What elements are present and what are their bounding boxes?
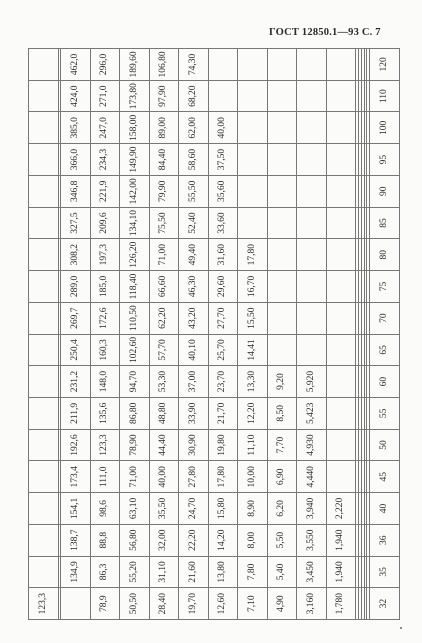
table-cell: 5,920 (297, 366, 327, 398)
row-key-cell: 45 (370, 461, 400, 493)
table-cell: 97,90 (149, 80, 179, 112)
table-cell: 134,9 (61, 556, 91, 588)
table-cell: 86,80 (120, 397, 150, 429)
table-cell: 50,50 (120, 588, 150, 620)
table-cell: 148,0 (90, 366, 120, 398)
row-key-cell: 85 (370, 207, 400, 239)
table-cell: 55,20 (120, 556, 150, 588)
table-cell: 250,4 (61, 334, 91, 366)
table-cell: 271,0 (90, 80, 120, 112)
table-row (90, 49, 120, 620)
table-row (208, 49, 238, 620)
table-cell (267, 271, 297, 303)
table-row (297, 49, 327, 620)
table-cell (326, 112, 356, 144)
data-table (28, 48, 400, 620)
table-cell: 118,40 (120, 271, 150, 303)
table-cell: 11,10 (238, 429, 268, 461)
table-cell (326, 397, 356, 429)
row-key-cell: 50 (370, 429, 400, 461)
table-cell (238, 144, 268, 176)
table-cell: 63,10 (120, 493, 150, 525)
table-cell: 160,3 (90, 334, 120, 366)
table-cell: 28,40 (149, 588, 179, 620)
row-key-cell: 100 (370, 112, 400, 144)
row-key-cell: 32 (370, 588, 400, 620)
table-cell: 78,9 (90, 588, 120, 620)
table-cell (29, 334, 59, 366)
table-cell (238, 80, 268, 112)
table-cell: 385,0 (61, 112, 91, 144)
table-cell: 173,80 (120, 80, 150, 112)
table-cell (29, 239, 59, 271)
table-cell: 33,60 (208, 207, 238, 239)
table-cell (326, 302, 356, 334)
table-cell: 8,50 (267, 397, 297, 429)
table-cell (326, 461, 356, 493)
table-cell (29, 144, 59, 176)
table-cell (326, 271, 356, 303)
row-key-cell: 75 (370, 271, 400, 303)
table-cell (297, 207, 327, 239)
table-cell: 231,2 (61, 366, 91, 398)
row-key-cell: 120 (370, 49, 400, 81)
table-cell: 74,30 (179, 49, 209, 81)
table-cell: 58,60 (179, 144, 209, 176)
table-cell: 13,30 (238, 366, 268, 398)
table-cell: 110,50 (120, 302, 150, 334)
table-cell: 3,160 (297, 588, 327, 620)
row-key-cell: 80 (370, 239, 400, 271)
table-cell: 37,00 (179, 366, 209, 398)
table-cell: 23,70 (208, 366, 238, 398)
table-cell: 75,50 (149, 207, 179, 239)
table-cell (267, 334, 297, 366)
table-cell (267, 112, 297, 144)
row-key-cell: 40 (370, 493, 400, 525)
scan-speck (400, 627, 402, 629)
table-cell: 78,90 (120, 429, 150, 461)
table-cell (238, 207, 268, 239)
table-cell (238, 175, 268, 207)
table-cell (297, 144, 327, 176)
table-cell: 98,6 (90, 493, 120, 525)
table-cell: 46,30 (179, 271, 209, 303)
table-cell: 234,3 (90, 144, 120, 176)
table-cell (29, 271, 59, 303)
table-cell (29, 49, 59, 81)
table-cell: 102,60 (120, 334, 150, 366)
table-cell (267, 80, 297, 112)
table-cell: 209,6 (90, 207, 120, 239)
table-cell: 37,50 (208, 144, 238, 176)
table-cell (326, 80, 356, 112)
table-cell: 22,20 (179, 524, 209, 556)
table-cell: 35,50 (149, 493, 179, 525)
table-cell (326, 175, 356, 207)
table-cell: 111,0 (90, 461, 120, 493)
table-cell: 189,60 (120, 49, 150, 81)
table-cell: 32,00 (149, 524, 179, 556)
table-cell (267, 239, 297, 271)
table-row (61, 49, 91, 620)
table-cell (29, 493, 59, 525)
table-cell: 40,00 (149, 461, 179, 493)
row-key-cell: 60 (370, 366, 400, 398)
table-cell: 88,8 (90, 524, 120, 556)
table-cell: 86,3 (90, 556, 120, 588)
table-cell (267, 144, 297, 176)
table-cell: 40,00 (208, 112, 238, 144)
table-cell (29, 461, 59, 493)
table-cell (297, 112, 327, 144)
table-cell: 296,0 (90, 49, 120, 81)
row-key-cell: 95 (370, 144, 400, 176)
table-cell: 1,780 (326, 588, 356, 620)
table-cell (29, 556, 59, 588)
table-cell (326, 334, 356, 366)
table-cell: 126,20 (120, 239, 150, 271)
table-cell: 3,450 (297, 556, 327, 588)
table-cell (29, 302, 59, 334)
table-cell (297, 271, 327, 303)
table-cell: 94,70 (120, 366, 150, 398)
table-cell: 247,0 (90, 112, 120, 144)
table-cell (297, 334, 327, 366)
row-key-cell: 110 (370, 80, 400, 112)
row-key-cell: 65 (370, 334, 400, 366)
table-cell: 68,20 (179, 80, 209, 112)
table-cell: 327,5 (61, 207, 91, 239)
table-cell: 462,0 (61, 49, 91, 81)
table-cell (326, 144, 356, 176)
table-cell: 71,00 (120, 461, 150, 493)
table-cell: 16,70 (238, 271, 268, 303)
table-cell: 138,7 (61, 524, 91, 556)
table-cell: 173,4 (61, 461, 91, 493)
table-cell: 66,60 (149, 271, 179, 303)
table-cell: 269,7 (61, 302, 91, 334)
table-cell: 9,20 (267, 366, 297, 398)
table-cell: 172,6 (90, 302, 120, 334)
table-cell: 24,70 (179, 493, 209, 525)
table-cell (29, 207, 59, 239)
table-cell: 89,00 (149, 112, 179, 144)
table-cell (267, 302, 297, 334)
row-key-cell: 35 (370, 556, 400, 588)
table-cell: 53,30 (149, 366, 179, 398)
table-cell: 40,10 (179, 334, 209, 366)
table-cell (29, 524, 59, 556)
table-cell: 142,00 (120, 175, 150, 207)
table-cell: 29,60 (208, 271, 238, 303)
table-cell (297, 80, 327, 112)
table-cell (238, 112, 268, 144)
table-cell (29, 80, 59, 112)
table-cell (61, 588, 91, 620)
table-cell: 3,940 (297, 493, 327, 525)
table-cell: 48,80 (149, 397, 179, 429)
table-cell: 289,0 (61, 271, 91, 303)
table-cell (297, 175, 327, 207)
table-cell: 12,20 (238, 397, 268, 429)
table-cell: 17,80 (238, 239, 268, 271)
table-cell: 21,70 (208, 397, 238, 429)
table-cell: 10,00 (238, 461, 268, 493)
table-cell: 366,0 (61, 144, 91, 176)
table-cell (267, 49, 297, 81)
table-cell: 7,10 (238, 588, 268, 620)
table-cell: 62,00 (179, 112, 209, 144)
table-cell: 5,423 (297, 397, 327, 429)
table-cell (267, 207, 297, 239)
table-cell: 424,0 (61, 80, 91, 112)
table-row (267, 49, 297, 620)
table-cell: 4,90 (267, 588, 297, 620)
table-cell: 7,80 (238, 556, 268, 588)
table-cell: 6,90 (267, 461, 297, 493)
row-key-cell: 55 (370, 397, 400, 429)
table-cell (326, 239, 356, 271)
table-cell: 5,40 (267, 556, 297, 588)
table-cell: 154,1 (61, 493, 91, 525)
table-cell: 43,20 (179, 302, 209, 334)
table-row (179, 49, 209, 620)
table-cell: 31,60 (208, 239, 238, 271)
table-cell: 44,40 (149, 429, 179, 461)
table-cell (29, 429, 59, 461)
table-cell: 106,80 (149, 49, 179, 81)
table-cell (29, 112, 59, 144)
table-cell: 14,20 (208, 524, 238, 556)
table-cell: 149,90 (120, 144, 150, 176)
table-cell: 134,10 (120, 207, 150, 239)
table-cell: 62,20 (149, 302, 179, 334)
table-cell: 5,50 (267, 524, 297, 556)
table-cell (326, 366, 356, 398)
table-cell: 192,6 (61, 429, 91, 461)
table-cell: 57,70 (149, 334, 179, 366)
table-cell: 1,940 (326, 556, 356, 588)
table-cell: 8,90 (238, 493, 268, 525)
table-cell (29, 397, 59, 429)
table-cell: 84,40 (149, 144, 179, 176)
table-cell: 346,8 (61, 175, 91, 207)
data-table-container (28, 48, 400, 620)
table-cell (208, 80, 238, 112)
table-cell (208, 49, 238, 81)
table-cell (267, 175, 297, 207)
table-cell: 12,60 (208, 588, 238, 620)
table-cell (29, 366, 59, 398)
table-cell (297, 302, 327, 334)
page-header: ГОСТ 12850.1—93 С. 7 (269, 27, 381, 38)
table-cell: 308,2 (61, 239, 91, 271)
row-key-cell: 90 (370, 175, 400, 207)
table-cell: 135,6 (90, 397, 120, 429)
table-cell: 19,70 (179, 588, 209, 620)
table-cell: 197,3 (90, 239, 120, 271)
table-cell: 3,550 (297, 524, 327, 556)
table-row (120, 49, 150, 620)
table-cell (297, 49, 327, 81)
table-row (370, 49, 400, 620)
row-key-cell: 70 (370, 302, 400, 334)
table-cell: 15,80 (208, 493, 238, 525)
table-cell: 30,90 (179, 429, 209, 461)
table-cell: 7,70 (267, 429, 297, 461)
table-cell: 33,90 (179, 397, 209, 429)
table-cell: 35,60 (208, 175, 238, 207)
table-cell: 79,90 (149, 175, 179, 207)
table-row (29, 49, 59, 620)
table-cell: 49,40 (179, 239, 209, 271)
table-row (149, 49, 179, 620)
table-cell: 2,220 (326, 493, 356, 525)
table-row (326, 49, 356, 620)
table-cell: 8,00 (238, 524, 268, 556)
table-cell: 13,80 (208, 556, 238, 588)
table-cell: 1,940 (326, 524, 356, 556)
table-cell (326, 49, 356, 81)
table-cell: 71,00 (149, 239, 179, 271)
table-cell: 56,80 (120, 524, 150, 556)
table-cell: 211,9 (61, 397, 91, 429)
table-cell: 4,930 (297, 429, 327, 461)
table-cell: 6,20 (267, 493, 297, 525)
table-cell: 19,80 (208, 429, 238, 461)
table-cell: 185,0 (90, 271, 120, 303)
table-cell: 25,70 (208, 334, 238, 366)
table-cell: 14,41 (238, 334, 268, 366)
row-key-cell: 36 (370, 524, 400, 556)
table-cell: 123,3 (29, 588, 59, 620)
table-cell: 55,50 (179, 175, 209, 207)
table-cell: 4,440 (297, 461, 327, 493)
table-cell: 52,40 (179, 207, 209, 239)
table-cell: 31,10 (149, 556, 179, 588)
table-cell: 123,3 (90, 429, 120, 461)
table-cell (326, 429, 356, 461)
table-cell: 221,9 (90, 175, 120, 207)
table-cell: 158,00 (120, 112, 150, 144)
table-cell (238, 49, 268, 81)
table-cell: 27,70 (208, 302, 238, 334)
table-cell: 17,80 (208, 461, 238, 493)
table-cell: 21,60 (179, 556, 209, 588)
table-cell: 27,80 (179, 461, 209, 493)
table-cell (297, 239, 327, 271)
table-cell (326, 207, 356, 239)
table-row (238, 49, 268, 620)
table-cell (29, 175, 59, 207)
table-cell: 15,50 (238, 302, 268, 334)
